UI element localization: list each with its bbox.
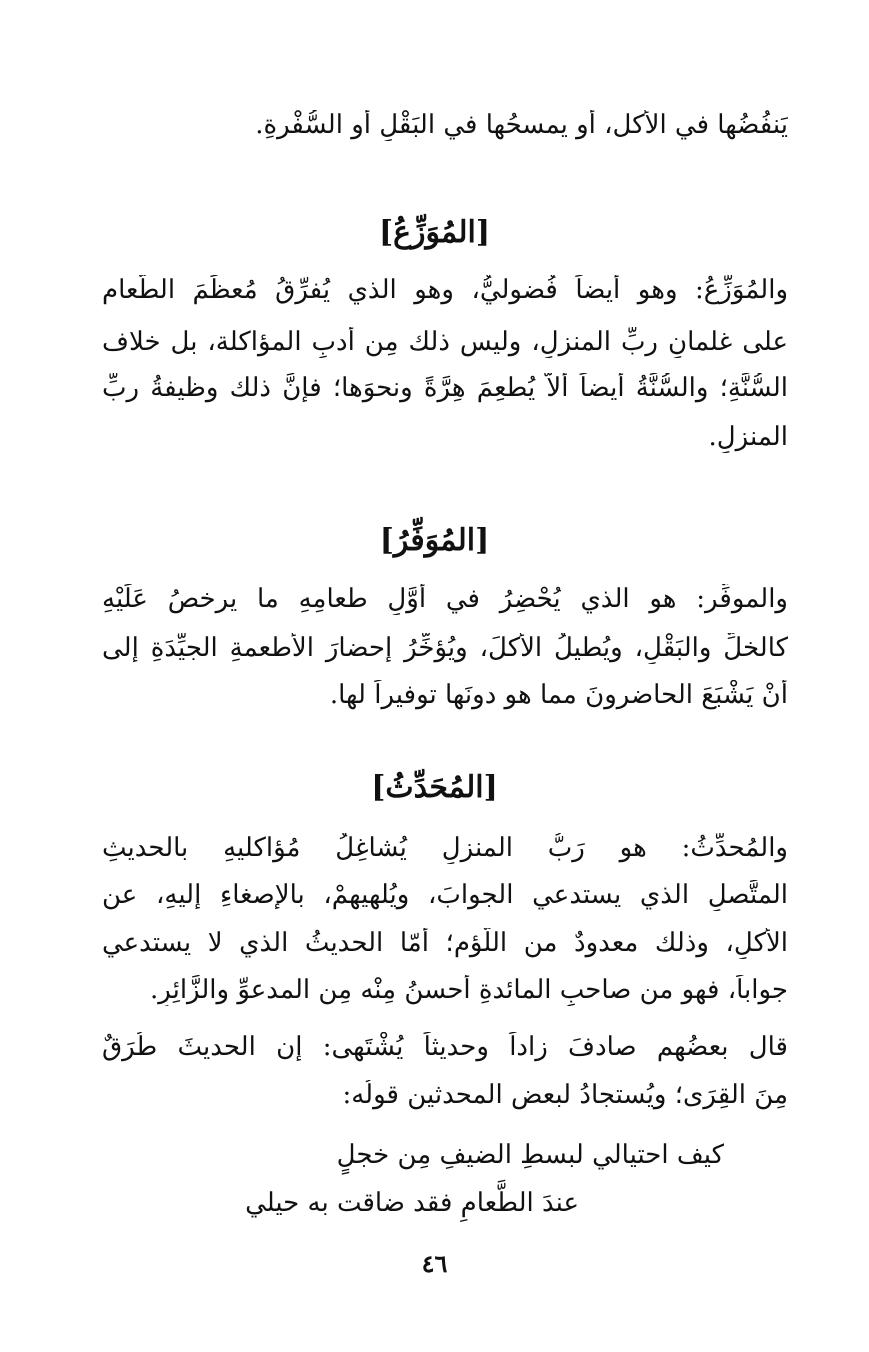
text-line: المتَّصلِ الذي يستدعي الجوابَ، ويُلهيهِمْ، بالإصغاءِ إليهِ، عن xyxy=(102,880,788,910)
text-line: يَنفُضُها في الأكل، أو يمسحُها في البَقْلِ أو السُّفْرةِ. xyxy=(255,110,788,140)
text-line: السُّنَّةِ؛ والسُّنَّةُ أيضاً ألاّ يُطعِمَ هِرَّةً ونحوَها؛ فإنَّ ذلك وظيفةُ ربِّ xyxy=(102,373,788,403)
text-line: والمُحدِّثُ: هو رَبُّ المنزلِ يُشاغِلُ مُؤاكليهِ بالحديثِ xyxy=(102,833,788,863)
text-line: أنْ يَشْبَعَ الحاضرونَ مما هو دونَها توفيراً لها. xyxy=(329,680,788,710)
verse-line-1: كيف احتيالي لبسطِ الضيفِ مِن خجلٍ xyxy=(336,1140,724,1170)
section-heading-muwazzi: [المُوَزِّعُ] xyxy=(378,215,491,250)
text-line: الأكلِ، وذلك معدودٌ من اللُّؤمِ؛ أمّا الحديثُ الذي لا يستدعي xyxy=(102,928,788,958)
text-line: والمُوَزِّعُ: وهو أيضاً فُضوليُّ، وهو الذي يُفرِّقُ مُعظَمَ الطَّعامِ xyxy=(102,275,788,305)
text-line: مِنَ القِرَى؛ ويُستجادُ لبعضِ المحدثين قولُه: xyxy=(342,1080,788,1110)
text-line: جواباً، فهو من صاحبِ المائدةِ أحسنُ مِنْه مِن المدعوِّ والزَّائِرِ. xyxy=(149,975,788,1005)
section-heading-muwaffir: [المُوَفِّرُ] xyxy=(379,523,490,558)
text-line: على غلمانِ ربِّ المنزلِ، وليس ذلك مِن أدبِ المؤاكلة، بل خلاف xyxy=(102,327,788,357)
text-line: والموفِّر: هو الذي يُحْضِرُ في أوَّلِ طعامِهِ ما يرخصُ عَلَيْهِ xyxy=(102,584,788,614)
text-line: المنزلِ. xyxy=(708,422,788,452)
text-line: كالخلِّ والبَقْلِ، ويُطيلُ الأكلَ، ويُؤخِّرُ إحضارَ الأطعمةِ الجيِّدَةِ إلى xyxy=(102,633,788,663)
verse-line-2: عندَ الطَّعامِ فقد ضاقت به حيلي xyxy=(245,1188,579,1218)
section-heading-muhaddith: [المُحَدِّثُ] xyxy=(371,770,498,805)
page-number: ٤٦ xyxy=(421,1249,448,1278)
text-line: قال بعضُهم صادفَ زاداً وحديثاً يُشْتَهى: إن الحديثَ طُرَقٌ xyxy=(102,1032,788,1062)
